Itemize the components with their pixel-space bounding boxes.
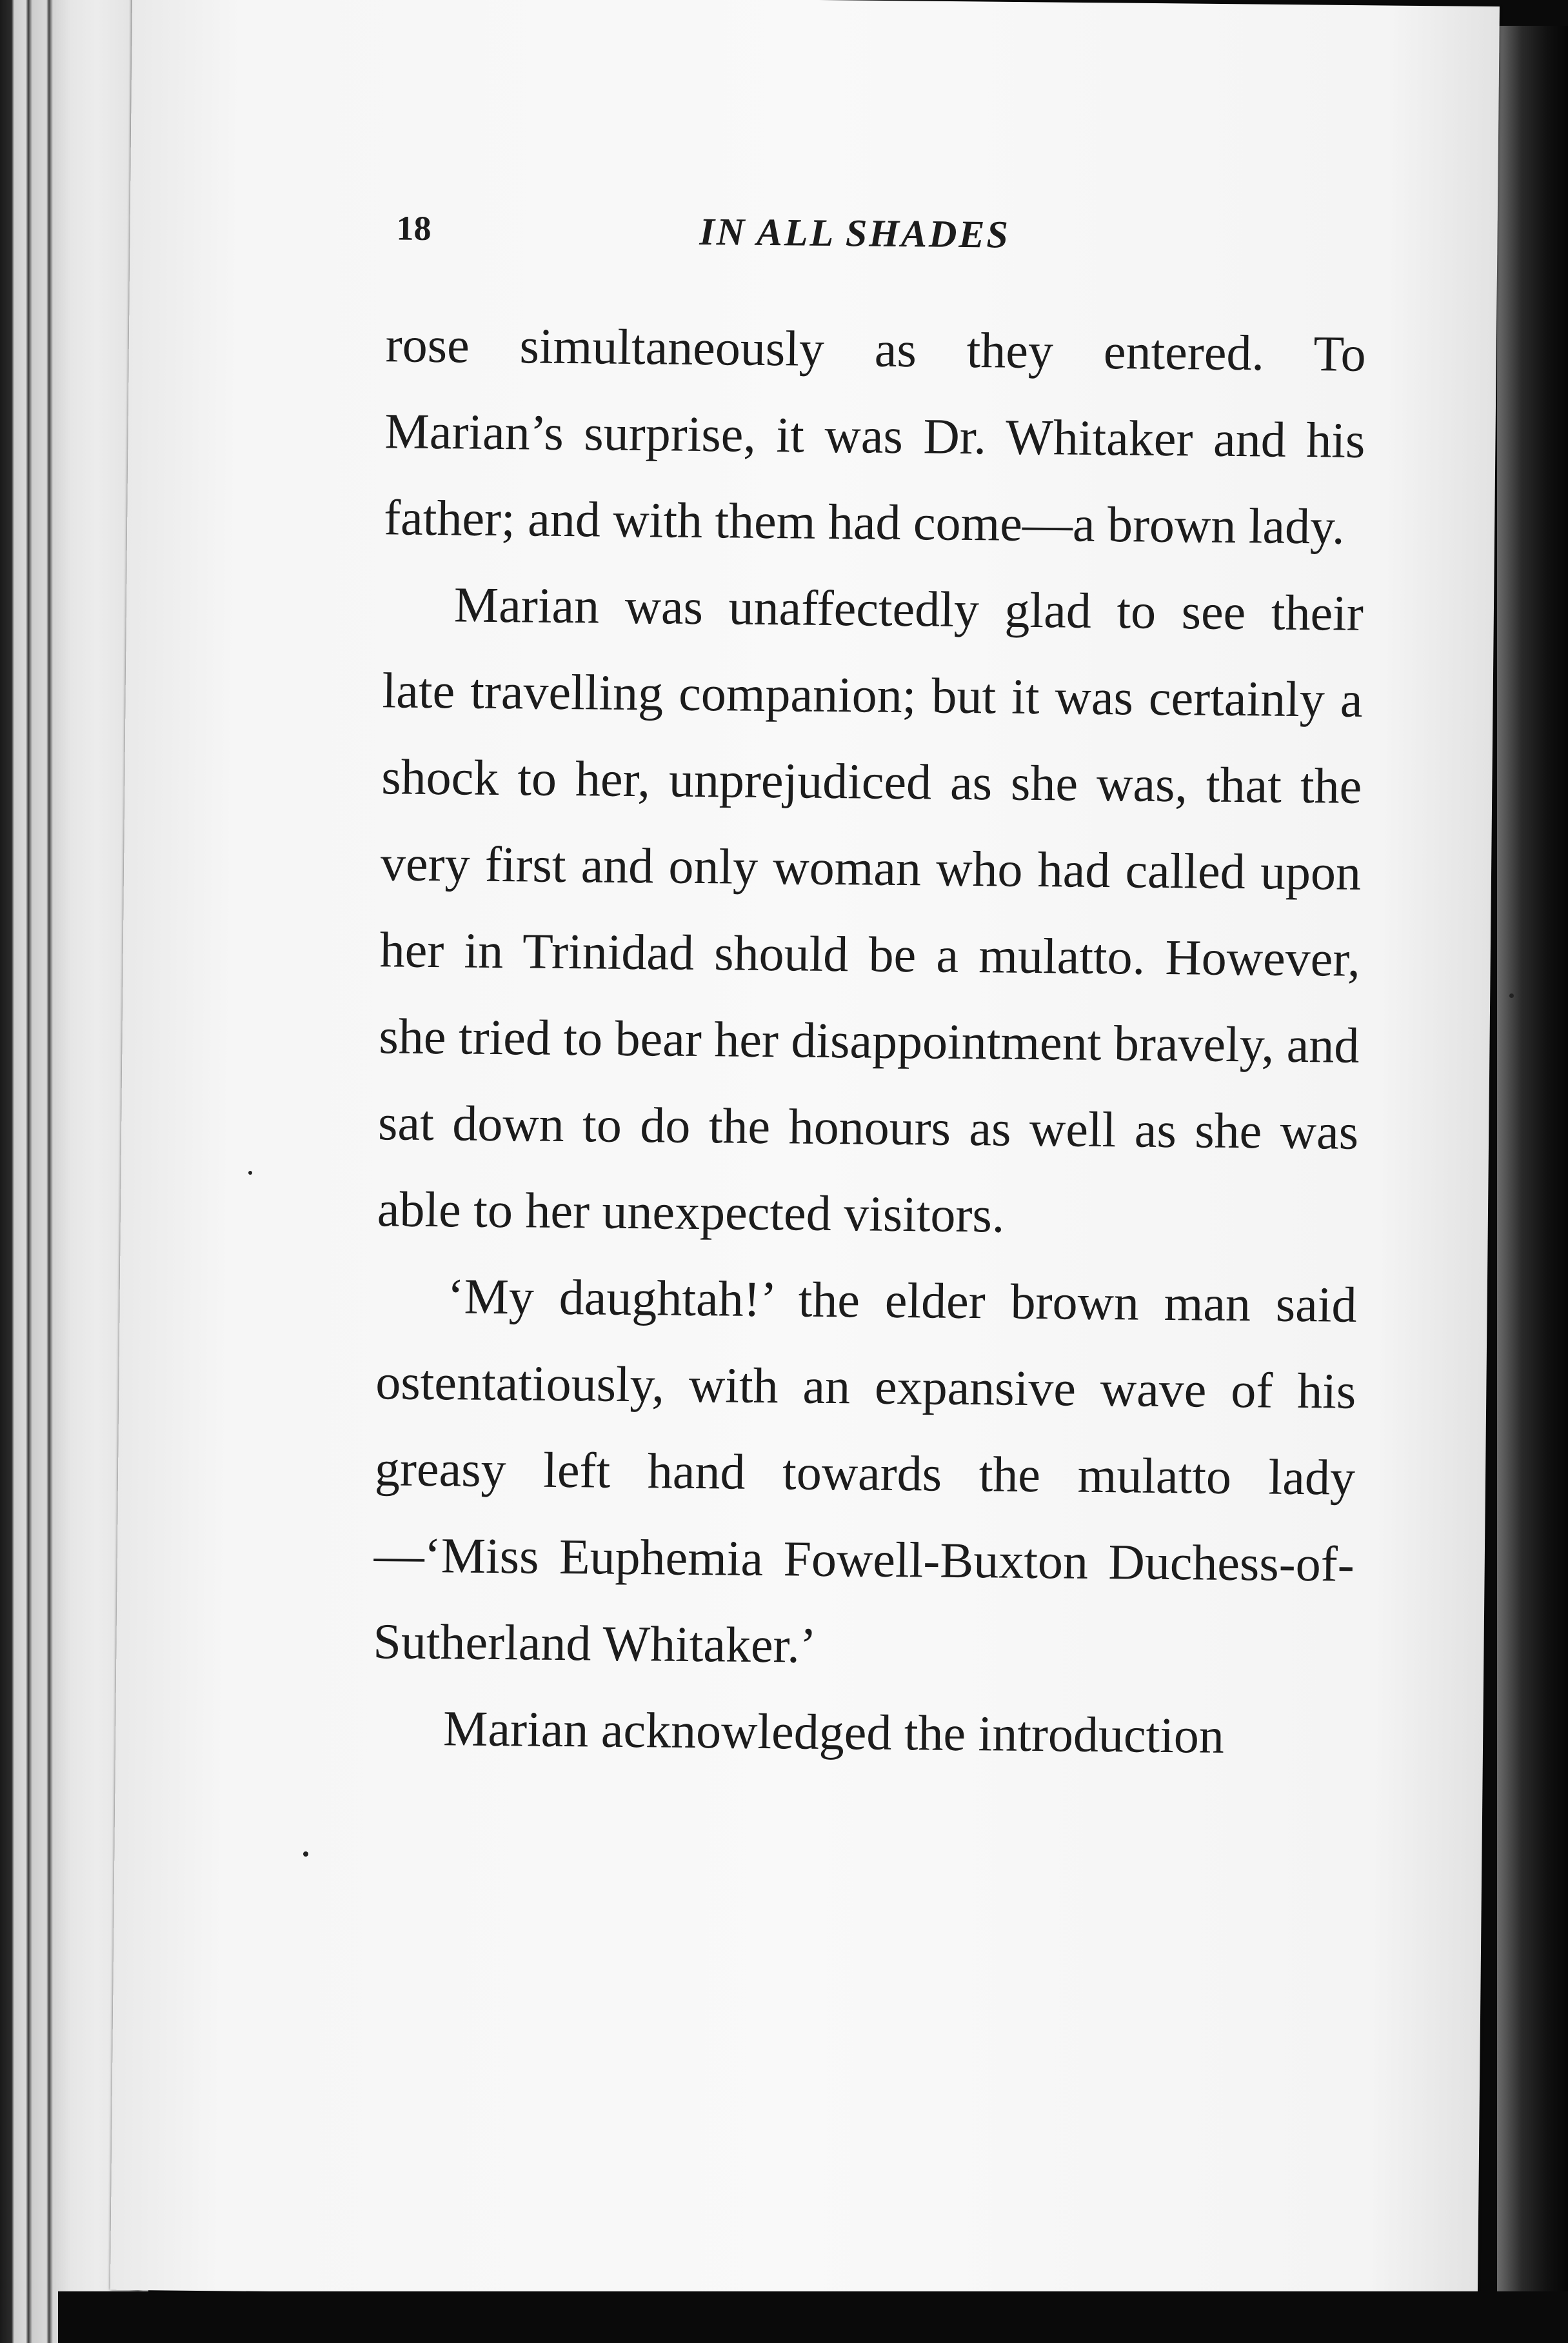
- speck: [1509, 993, 1514, 998]
- running-head-title: IN ALL SHADES: [699, 210, 1011, 256]
- paragraph: ‘My daughtah!’ the elder brown man said ostentatiously, with an expansive wave of his greasy left hand towards the mulatto lady—‘Miss Euphemia Fowell-Buxton Duchess-of-Sutherland Whitaker.’: [373, 1268, 1357, 1673]
- bottom-margin-shadow: [58, 2291, 1568, 2343]
- speck: [1529, 826, 1532, 829]
- running-head: [232, 194, 1406, 275]
- speck: [303, 1851, 308, 1857]
- paragraph: rose simultaneously as they entered. To Marian’s surprise, it was Dr. Whitaker and his father; and with them had come—a brown lady.: [383, 316, 1367, 555]
- paragraph: Marian was unaffectedly glad to see their late travelling companion; but it was certainly a shock to her, unprejudiced as she was, that the very first and only woman who had called upon her in Trinidad should be a mulatto. However, she tried to bear her disappointment bravely, and sat down to do the honours as well as she was able to her unexpected visitors.: [377, 576, 1364, 1243]
- page-edge-shadow: [1497, 26, 1568, 2322]
- speck: [248, 1171, 252, 1175]
- body-text: [372, 301, 1367, 1780]
- page-number: 18: [396, 208, 432, 248]
- paragraph: Marian acknowledged the introduction: [442, 1700, 1225, 1764]
- page-content: [232, 194, 1406, 1764]
